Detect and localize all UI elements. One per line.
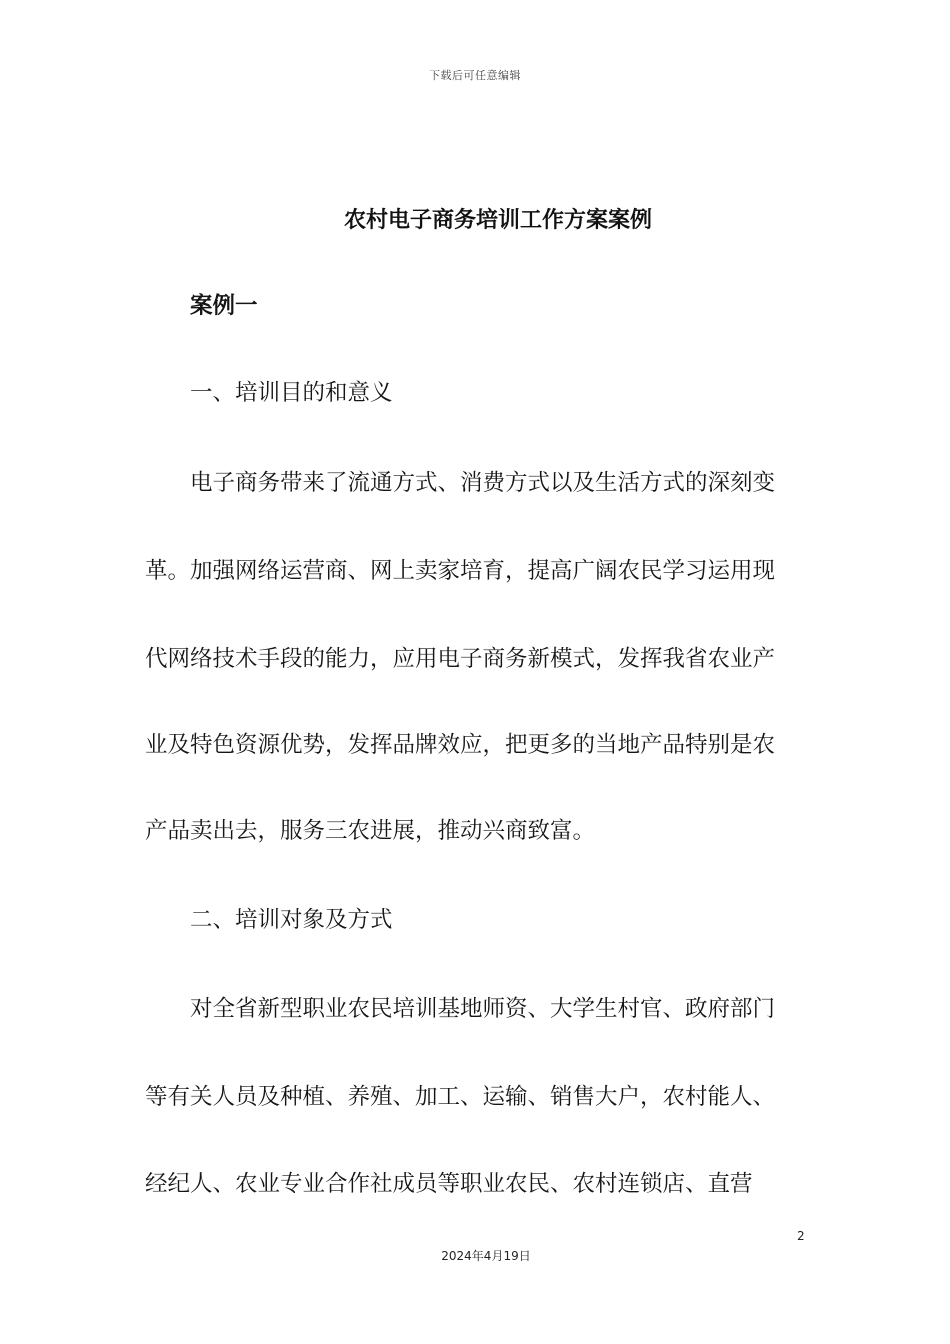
- paragraph-line: 代网络技术手段的能力，应用电子商务新模式，发挥我省农业产: [145, 646, 776, 672]
- header-note: 下载后可任意编辑: [429, 69, 521, 82]
- footer-date: 2024年4月19日: [441, 1249, 531, 1263]
- paragraph-line: 电子商务带来了流通方式、消费方式以及生活方式的深刻变: [190, 470, 776, 496]
- paragraph-line: 革。加强网络运营商、网上卖家培育，提高广阔农民学习运用现: [145, 558, 776, 584]
- section-heading-1: 一、培训目的和意义: [190, 380, 393, 406]
- paragraph-line: 经纪人、农业专业合作社成员等职业农民、农村连锁店、直营: [145, 1171, 753, 1197]
- document-title: 农村电子商务培训工作方案案例: [343, 208, 652, 233]
- paragraph-line: 业及特色资源优势，发挥品牌效应，把更多的当地产品特别是农: [145, 732, 776, 758]
- paragraph-line: 等有关人员及种植、养殖、加工、运输、销售大户，农村能人、: [145, 1084, 776, 1110]
- paragraph-line: 对全省新型职业农民培训基地师资、大学生村官、政府部门: [190, 996, 776, 1022]
- page-number: 2: [797, 1229, 805, 1243]
- case-heading: 案例一: [190, 293, 258, 319]
- section-heading-2: 二、培训对象及方式: [190, 907, 393, 933]
- paragraph-line: 产品卖出去，服务三农进展，推动兴商致富。: [145, 818, 596, 844]
